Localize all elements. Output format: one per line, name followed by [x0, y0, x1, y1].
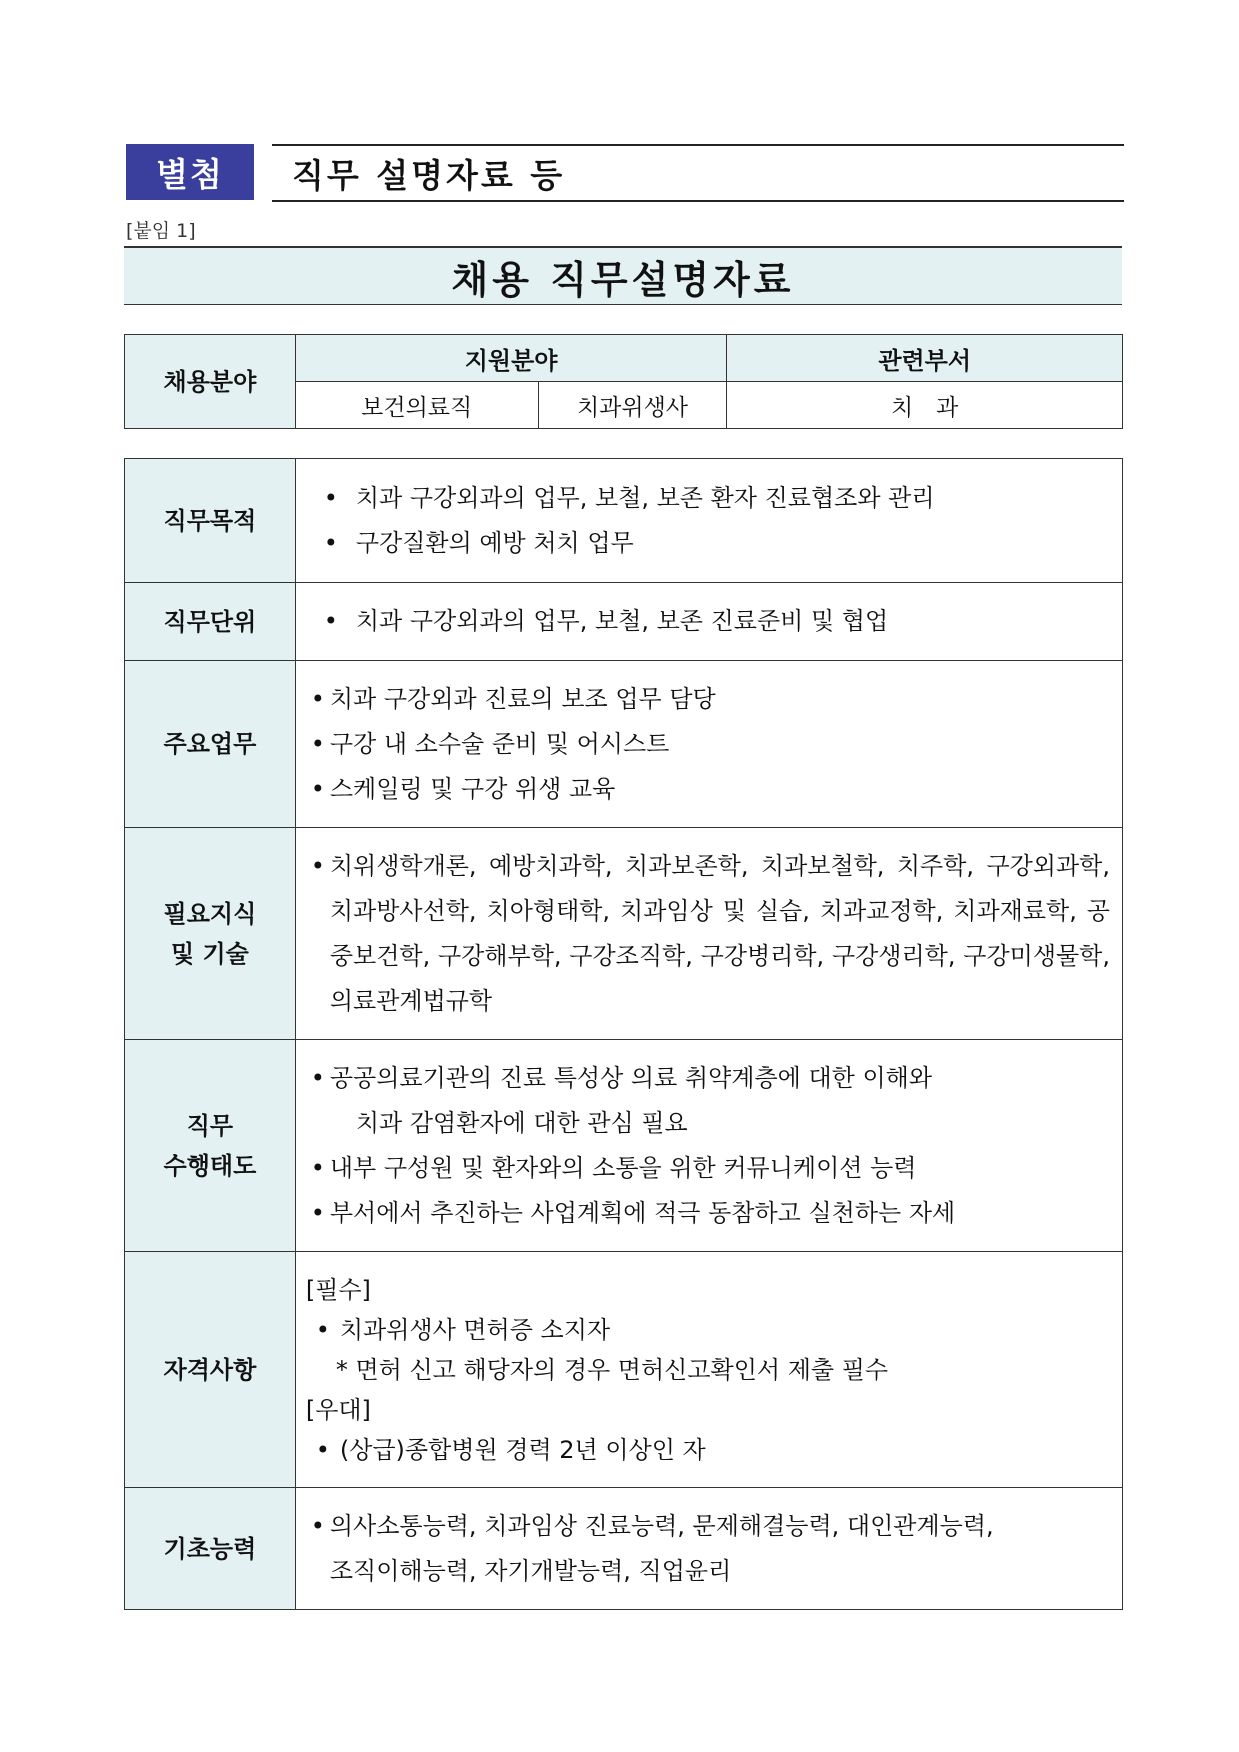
list-item: • 스케일링 및 구강 위생 교육 — [310, 774, 616, 803]
list-item: • 치과위생사 면허증 소지자 — [315, 1315, 611, 1344]
table-row — [125, 828, 1123, 1040]
list-item: • 치과 구강외과의 업무, 보철, 보존 환자 진료협조와 관리 — [323, 483, 935, 512]
basic-ability-label: 기초능력 — [125, 1488, 296, 1610]
knowledge-label: 필요지식 및 기술 — [125, 828, 296, 1040]
list-item-continuation: 치과 감염환자에 대한 관심 필요 — [355, 1108, 688, 1137]
annex-header — [126, 144, 1124, 201]
unit-label: 직무단위 — [125, 583, 296, 661]
table-row — [125, 1040, 1123, 1252]
list-item: • (상급)종합병원 경력 2년 이상인 자 — [315, 1435, 706, 1464]
recruit-field-table — [124, 334, 1123, 429]
list-item-continuation: 조직이해능력, 자기개발능력, 직업윤리 — [329, 1556, 732, 1585]
annex-title: 직무 설명자료 등 — [272, 144, 1124, 202]
unit-content — [295, 583, 1122, 661]
list-item: • 의사소통능력, 치과임상 진료능력, 문제해결능력, 대인관계능력, — [310, 1511, 994, 1540]
dept-header: 관련부서 — [727, 335, 1123, 382]
list-item: • 공공의료기관의 진료 특성상 의료 취약계층에 대한 이해와 — [310, 1063, 933, 1092]
list-item: • 치과 구강외과의 업무, 보철, 보존 진료준비 및 협업 — [323, 607, 889, 635]
qualification-content — [295, 1252, 1122, 1488]
job-description-table — [124, 458, 1123, 1610]
list-item: • 구강 내 소수술 준비 및 어시스트 — [310, 729, 670, 758]
basic-ability-content — [295, 1488, 1122, 1610]
support-field-header: 지원분야 — [295, 335, 727, 382]
duties-label: 주요업무 — [125, 661, 296, 828]
purpose-content — [295, 459, 1122, 583]
job-category: 보건의료직 — [295, 382, 538, 429]
job-name: 치과위생사 — [538, 382, 727, 429]
required-heading: [필수] — [305, 1275, 371, 1304]
table-row — [125, 1488, 1123, 1610]
dept-name: 치 과 — [727, 382, 1123, 429]
purpose-label: 직무목적 — [125, 459, 296, 583]
list-item: • 구강질환의 예방 처치 업무 — [323, 528, 634, 557]
list-item: • 부서에서 추진하는 사업계획에 적극 동참하고 실천하는 자세 — [310, 1198, 956, 1227]
qualification-label: 자격사항 — [125, 1252, 296, 1488]
recruit-field-label: 채용분야 — [125, 335, 296, 429]
table-row — [125, 459, 1123, 583]
table-row — [125, 1252, 1123, 1488]
table-row — [125, 583, 1123, 661]
attitude-content — [295, 1040, 1122, 1252]
attachment-label: [붙임 1] — [126, 220, 196, 242]
required-note: * 면허 신고 해당자의 경우 면허신고확인서 제출 필수 — [335, 1355, 889, 1384]
list-item: • 치과 구강외과 진료의 보조 업무 담당 — [310, 684, 716, 713]
attitude-label: 직무 수행태도 — [125, 1040, 296, 1252]
duties-content — [295, 661, 1122, 828]
document-title: 채용 직무설명자료 — [124, 246, 1122, 305]
knowledge-content — [295, 828, 1122, 1040]
list-item: • 내부 구성원 및 환자와의 소통을 위한 커뮤니케이션 능력 — [310, 1153, 917, 1182]
annex-badge: 별첨 — [126, 144, 254, 200]
preferred-heading: [우대] — [305, 1395, 371, 1424]
table-row — [125, 661, 1123, 828]
list-item: • 치위생학개론, 예방치과학, 치과보존학, 치과보철학, 치주학, 구강외과학, 치과방사선학, 치아형태학, 치과임상 및 실습, 치과교정학, 치과재료학, 공중보건학, 구강해부학, 구강조직학, 구강병리학, 구강생리학, 구강미생물학, 의료관계법규학 — [310, 851, 1110, 1015]
